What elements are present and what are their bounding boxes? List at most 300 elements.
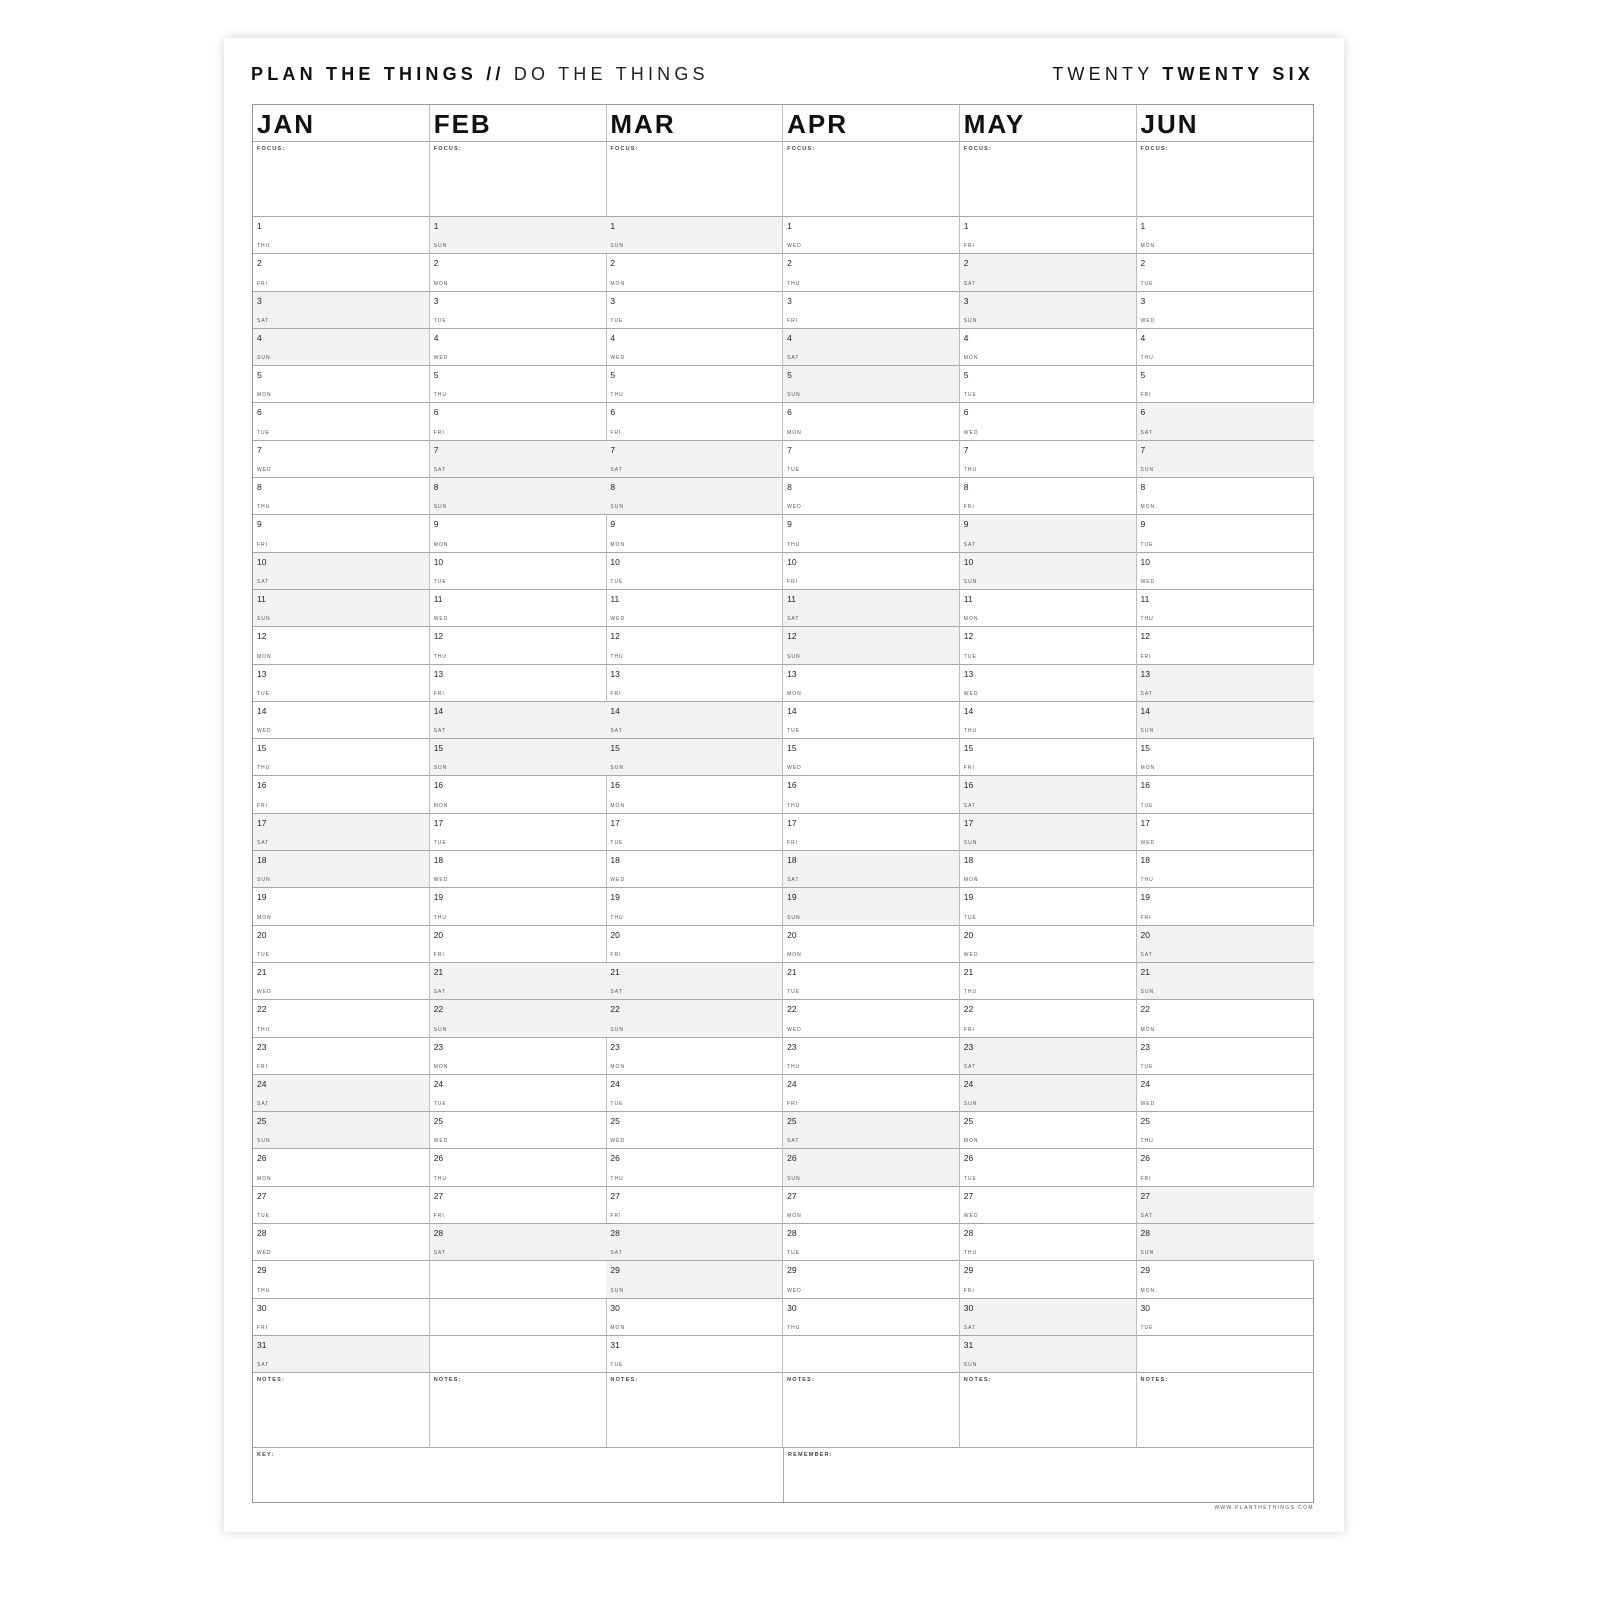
day-cell[interactable] (606, 1149, 782, 1186)
day-cell[interactable] (253, 627, 429, 664)
day-cell[interactable] (783, 1149, 959, 1186)
day-cell[interactable] (783, 1299, 959, 1336)
day-number: 26 (257, 1153, 267, 1164)
day-number: 30 (787, 1302, 797, 1313)
day-cell[interactable] (606, 478, 782, 515)
weekday-label: SUN (787, 653, 801, 660)
day-cell[interactable] (606, 851, 782, 888)
weekday-label: THU (610, 392, 624, 399)
day-cell[interactable] (1137, 776, 1314, 813)
day-cell[interactable] (960, 1261, 1136, 1298)
day-number: 13 (257, 668, 267, 679)
weekday-label: FRI (963, 1026, 975, 1033)
notes-box[interactable] (430, 1373, 606, 1448)
day-cell[interactable] (606, 292, 782, 329)
focus-box[interactable] (606, 142, 782, 217)
day-number: 18 (787, 855, 797, 866)
weekday-label: SAT (257, 1362, 270, 1369)
day-cell[interactable] (960, 1112, 1136, 1149)
month-column-apr (783, 105, 960, 1448)
focus-box[interactable] (783, 142, 959, 217)
day-cell[interactable] (783, 1000, 959, 1037)
day-cell[interactable] (253, 1261, 429, 1298)
day-number: 10 (433, 556, 444, 567)
day-cell[interactable] (253, 665, 429, 702)
day-cell[interactable] (1137, 515, 1314, 552)
day-cell[interactable] (430, 292, 606, 329)
day-cell[interactable] (253, 403, 429, 440)
weekday-label: WED (1140, 840, 1156, 847)
weekday-label: THU (1140, 616, 1154, 623)
day-cell[interactable] (430, 1149, 606, 1186)
day-cell[interactable] (606, 590, 782, 627)
day-cell[interactable] (253, 963, 429, 1000)
day-cell[interactable] (783, 665, 959, 702)
day-cell[interactable] (253, 776, 429, 813)
day-cell[interactable] (253, 1224, 429, 1261)
weekday-label: SAT (963, 541, 977, 548)
weekday-label: THU (433, 392, 447, 399)
day-cell[interactable] (960, 217, 1136, 254)
day-number: 25 (610, 1116, 620, 1127)
day-number: 14 (610, 705, 620, 716)
weekday-label: TUE (610, 578, 624, 585)
day-cell[interactable] (253, 217, 429, 254)
day-cell[interactable] (783, 888, 959, 925)
day-cell[interactable] (253, 366, 429, 403)
day-cell[interactable] (1137, 478, 1314, 515)
day-cell[interactable] (1137, 665, 1314, 702)
day-cell[interactable] (1137, 702, 1314, 739)
day-cell[interactable] (606, 926, 782, 963)
day-cell[interactable] (430, 665, 606, 702)
day-number: 19 (787, 892, 797, 903)
weekday-label: FRI (1140, 392, 1152, 399)
day-cell[interactable] (1137, 1112, 1314, 1149)
day-cell[interactable] (960, 776, 1136, 813)
day-cell[interactable] (253, 553, 429, 590)
day-number: 27 (963, 1190, 974, 1201)
day-cell[interactable] (606, 1224, 782, 1261)
day-cell[interactable] (960, 739, 1136, 776)
weekday-label: WED (257, 989, 272, 996)
day-cell[interactable] (606, 366, 782, 403)
day-cell[interactable] (606, 329, 782, 366)
day-cell[interactable] (1137, 1187, 1314, 1224)
day-cell[interactable] (783, 739, 959, 776)
day-number: 10 (963, 556, 974, 567)
day-number: 11 (787, 593, 796, 604)
focus-box[interactable] (253, 142, 429, 217)
day-cell[interactable] (783, 926, 959, 963)
day-cell[interactable] (960, 403, 1136, 440)
day-number: 22 (610, 1004, 620, 1015)
day-cell[interactable] (1137, 1299, 1314, 1336)
day-number: 7 (257, 444, 262, 455)
day-cell[interactable] (253, 292, 429, 329)
notes-box[interactable] (783, 1373, 959, 1448)
month-column-jan (253, 105, 430, 1448)
day-cell[interactable] (1137, 814, 1314, 851)
day-cell[interactable] (606, 814, 782, 851)
day-cell[interactable] (783, 1261, 959, 1298)
day-cell[interactable] (606, 739, 782, 776)
weekday-label: TUE (1140, 280, 1154, 287)
day-cell[interactable] (960, 1336, 1136, 1373)
day-number: 8 (787, 482, 792, 493)
day-cell[interactable] (1137, 553, 1314, 590)
day-number: 28 (433, 1228, 444, 1239)
day-number: 2 (257, 258, 262, 269)
day-number: 3 (610, 295, 616, 306)
day-cell[interactable] (430, 1112, 606, 1149)
day-cell[interactable] (960, 329, 1136, 366)
day-cell[interactable] (783, 329, 959, 366)
day-cell[interactable] (253, 926, 429, 963)
weekday-label: MON (610, 1063, 626, 1070)
day-cell[interactable] (1137, 441, 1314, 478)
day-cell[interactable] (960, 1224, 1136, 1261)
day-cell[interactable] (253, 590, 429, 627)
day-number: 1 (787, 221, 792, 231)
day-cell[interactable] (606, 888, 782, 925)
day-cell[interactable] (430, 403, 606, 440)
day-cell[interactable] (253, 478, 429, 515)
day-cell[interactable] (430, 1038, 606, 1075)
year-bold: TWENTY SIX (1162, 64, 1314, 84)
day-number: 17 (963, 817, 974, 828)
day-cell[interactable] (606, 963, 782, 1000)
day-cell[interactable] (783, 627, 959, 664)
day-cell[interactable] (253, 702, 429, 739)
calendar-grid (252, 104, 1314, 1503)
day-cell[interactable] (606, 217, 782, 254)
focus-label: FOCUS: (1140, 146, 1169, 152)
day-cell[interactable] (1137, 217, 1314, 254)
day-cell[interactable] (960, 1038, 1136, 1075)
day-cell[interactable] (1137, 292, 1314, 329)
day-cell[interactable] (253, 1038, 429, 1075)
day-cell[interactable] (783, 851, 959, 888)
notes-box[interactable] (253, 1373, 429, 1448)
weekday-label: THU (610, 1175, 624, 1182)
focus-box[interactable] (430, 142, 606, 217)
day-cell[interactable] (253, 739, 429, 776)
day-cell[interactable] (606, 1336, 782, 1373)
day-cell[interactable] (430, 888, 606, 925)
day-cell[interactable] (960, 963, 1136, 1000)
notes-box[interactable] (1137, 1373, 1314, 1448)
day-number: 13 (433, 668, 444, 679)
day-cell[interactable] (606, 1075, 782, 1112)
day-cell[interactable] (430, 851, 606, 888)
day-number: 29 (257, 1265, 267, 1276)
day-number: 24 (610, 1078, 620, 1089)
day-cell[interactable] (606, 1000, 782, 1037)
day-cell[interactable] (253, 1000, 429, 1037)
day-cell[interactable] (430, 702, 606, 739)
day-number: 15 (963, 743, 974, 754)
notes-box[interactable] (606, 1373, 782, 1448)
day-cell[interactable] (960, 254, 1136, 291)
planner-tagline (251, 64, 709, 85)
day-cell[interactable] (1137, 739, 1314, 776)
day-cell[interactable] (1137, 1261, 1314, 1298)
focus-box[interactable] (1137, 142, 1314, 217)
day-cell[interactable] (253, 1149, 429, 1186)
day-cell[interactable] (783, 1187, 959, 1224)
day-cell[interactable] (253, 329, 429, 366)
day-cell[interactable] (606, 254, 782, 291)
month-name: JUN (1137, 105, 1314, 142)
day-number: 7 (433, 444, 439, 455)
day-number: 23 (433, 1041, 444, 1052)
day-cell[interactable] (960, 1149, 1136, 1186)
day-number: 28 (1140, 1228, 1150, 1239)
day-number: 20 (433, 929, 444, 940)
weekday-label: TUE (1140, 1324, 1154, 1331)
day-cell[interactable] (253, 851, 429, 888)
day-cell[interactable] (960, 553, 1136, 590)
day-cell[interactable] (430, 1075, 606, 1112)
day-cell[interactable] (430, 963, 606, 1000)
day-cell[interactable] (1137, 963, 1314, 1000)
day-cell[interactable] (253, 254, 429, 291)
day-cell[interactable] (960, 515, 1136, 552)
day-cell[interactable] (783, 590, 959, 627)
day-cell[interactable] (783, 963, 959, 1000)
day-cell[interactable] (430, 1224, 606, 1261)
weekday-label: TUE (963, 653, 977, 660)
day-number: 4 (257, 332, 262, 343)
day-cell[interactable] (783, 553, 959, 590)
day-cell[interactable] (430, 1187, 606, 1224)
month-name: APR (783, 105, 959, 142)
day-cell[interactable] (606, 1299, 782, 1336)
day-cell[interactable] (606, 1038, 782, 1075)
weekday-label: SUN (963, 1101, 978, 1108)
weekday-label: SAT (257, 1101, 270, 1108)
weekday-label: THU (433, 653, 447, 660)
weekday-label: SUN (963, 1362, 978, 1369)
weekday-label: TUE (257, 690, 270, 697)
day-number: 12 (433, 631, 444, 642)
weekday-label: SUN (1140, 989, 1155, 996)
day-cell[interactable] (1137, 627, 1314, 664)
day-number: 9 (787, 519, 792, 530)
day-cell[interactable] (430, 926, 606, 963)
weekday-label: THU (963, 1250, 978, 1257)
weekday-label: SUN (433, 504, 448, 511)
day-cell[interactable] (253, 1112, 429, 1149)
day-cell[interactable] (606, 627, 782, 664)
day-cell[interactable] (960, 441, 1136, 478)
weekday-label: MON (610, 280, 626, 287)
day-cell[interactable] (783, 217, 959, 254)
weekday-label: SAT (257, 317, 270, 324)
day-number: 24 (433, 1078, 444, 1089)
day-cell[interactable] (1137, 1075, 1314, 1112)
day-number: 23 (787, 1041, 797, 1052)
day-cell[interactable] (430, 739, 606, 776)
day-cell[interactable] (430, 776, 606, 813)
remember-box[interactable] (784, 1448, 1313, 1502)
day-number: 22 (787, 1004, 797, 1015)
day-cell[interactable] (253, 1187, 429, 1224)
day-number: 14 (257, 705, 267, 716)
day-number: 5 (1140, 370, 1146, 381)
day-cell[interactable] (783, 702, 959, 739)
day-number: 25 (787, 1116, 797, 1127)
day-number: 8 (963, 482, 969, 493)
day-cell[interactable] (960, 888, 1136, 925)
day-cell[interactable] (606, 1261, 782, 1298)
focus-label: FOCUS: (787, 146, 816, 152)
key-box[interactable] (253, 1448, 784, 1502)
day-cell[interactable] (960, 665, 1136, 702)
day-cell[interactable] (960, 702, 1136, 739)
day-cell[interactable] (430, 478, 606, 515)
day-number: 6 (610, 407, 616, 418)
day-cell[interactable] (430, 217, 606, 254)
day-cell[interactable] (783, 1224, 959, 1261)
day-cell[interactable] (253, 441, 429, 478)
day-cell[interactable] (1137, 590, 1314, 627)
day-cell[interactable] (606, 1112, 782, 1149)
day-cell[interactable] (1137, 926, 1314, 963)
weekday-label: TUE (433, 840, 447, 847)
day-cell[interactable] (253, 1299, 429, 1336)
day-cell[interactable] (960, 627, 1136, 664)
day-cell[interactable] (960, 478, 1136, 515)
day-number: 7 (610, 444, 616, 455)
day-cell[interactable] (960, 1299, 1136, 1336)
day-cell[interactable] (783, 776, 959, 813)
day-cell[interactable] (253, 515, 429, 552)
day-cell[interactable] (783, 1038, 959, 1075)
day-cell[interactable] (606, 515, 782, 552)
day-number: 15 (257, 743, 267, 754)
day-cell[interactable] (606, 1187, 782, 1224)
day-number: 2 (1140, 258, 1146, 269)
day-number: 27 (257, 1190, 267, 1201)
day-cell[interactable] (430, 441, 606, 478)
focus-box[interactable] (960, 142, 1136, 217)
weekday-label: WED (610, 1138, 626, 1145)
day-number: 13 (1140, 668, 1150, 679)
day-cell[interactable] (430, 814, 606, 851)
day-cell[interactable] (960, 926, 1136, 963)
day-cell[interactable] (430, 366, 606, 403)
day-cell[interactable] (1137, 1000, 1314, 1037)
day-cell[interactable] (1137, 1224, 1314, 1261)
day-cell[interactable] (253, 814, 429, 851)
day-cell[interactable] (783, 292, 959, 329)
day-cell[interactable] (783, 478, 959, 515)
day-number: 29 (963, 1265, 974, 1276)
day-cell[interactable] (783, 1112, 959, 1149)
day-cell[interactable] (1137, 366, 1314, 403)
day-cell[interactable] (783, 254, 959, 291)
day-cell[interactable] (1137, 1149, 1314, 1186)
day-number: 17 (257, 817, 267, 828)
day-cell[interactable] (960, 814, 1136, 851)
day-cell[interactable] (430, 590, 606, 627)
day-cell[interactable] (253, 1075, 429, 1112)
day-cell[interactable] (960, 1187, 1136, 1224)
day-cell[interactable] (606, 702, 782, 739)
day-number: 18 (433, 855, 444, 866)
day-cell[interactable] (253, 1336, 429, 1373)
weekday-label: WED (257, 467, 272, 474)
day-cell[interactable] (430, 553, 606, 590)
day-number: 29 (610, 1265, 620, 1276)
day-cell[interactable] (430, 627, 606, 664)
day-cell[interactable] (606, 553, 782, 590)
day-cell[interactable] (960, 590, 1136, 627)
day-cell[interactable] (430, 329, 606, 366)
day-number: 22 (433, 1004, 444, 1015)
day-cell[interactable] (783, 1075, 959, 1112)
day-number: 7 (963, 444, 969, 455)
day-cell[interactable] (253, 888, 429, 925)
day-cell[interactable] (783, 814, 959, 851)
day-cell[interactable] (1137, 403, 1314, 440)
day-cell[interactable] (430, 254, 606, 291)
day-number: 8 (433, 482, 439, 493)
day-number: 15 (433, 743, 444, 754)
day-cell[interactable] (960, 1075, 1136, 1112)
weekday-label: SUN (433, 1026, 448, 1033)
notes-box[interactable] (960, 1373, 1136, 1448)
focus-label: FOCUS: (257, 146, 286, 152)
day-cell[interactable] (960, 851, 1136, 888)
month-column-mar (606, 105, 783, 1448)
day-cell[interactable] (606, 665, 782, 702)
day-cell[interactable] (783, 366, 959, 403)
day-cell[interactable] (606, 441, 782, 478)
weekday-label: SAT (433, 467, 447, 474)
day-number: 17 (433, 817, 444, 828)
weekday-label: THU (963, 467, 978, 474)
day-cell[interactable] (1137, 329, 1314, 366)
notes-label: NOTES: (433, 1377, 462, 1384)
day-cell[interactable] (606, 776, 782, 813)
day-number: 21 (257, 966, 267, 977)
day-cell[interactable] (783, 441, 959, 478)
weekday-label: MON (963, 616, 979, 623)
weekday-label: FRI (257, 280, 269, 287)
day-number: 21 (1140, 966, 1150, 977)
day-cell[interactable] (1137, 851, 1314, 888)
day-cell[interactable] (1137, 1038, 1314, 1075)
day-cell[interactable] (960, 366, 1136, 403)
day-cell[interactable] (960, 1000, 1136, 1037)
day-number: 3 (963, 295, 969, 306)
day-cell[interactable] (430, 515, 606, 552)
day-number: 11 (257, 593, 266, 604)
day-cell[interactable] (430, 1000, 606, 1037)
weekday-label: SAT (257, 840, 270, 847)
day-cell[interactable] (1137, 888, 1314, 925)
day-cell[interactable] (783, 515, 959, 552)
day-number: 5 (610, 370, 616, 381)
day-cell[interactable] (606, 403, 782, 440)
weekday-label: FRI (257, 541, 269, 548)
day-cell[interactable] (783, 403, 959, 440)
day-cell[interactable] (960, 292, 1136, 329)
day-cell[interactable] (1137, 254, 1314, 291)
